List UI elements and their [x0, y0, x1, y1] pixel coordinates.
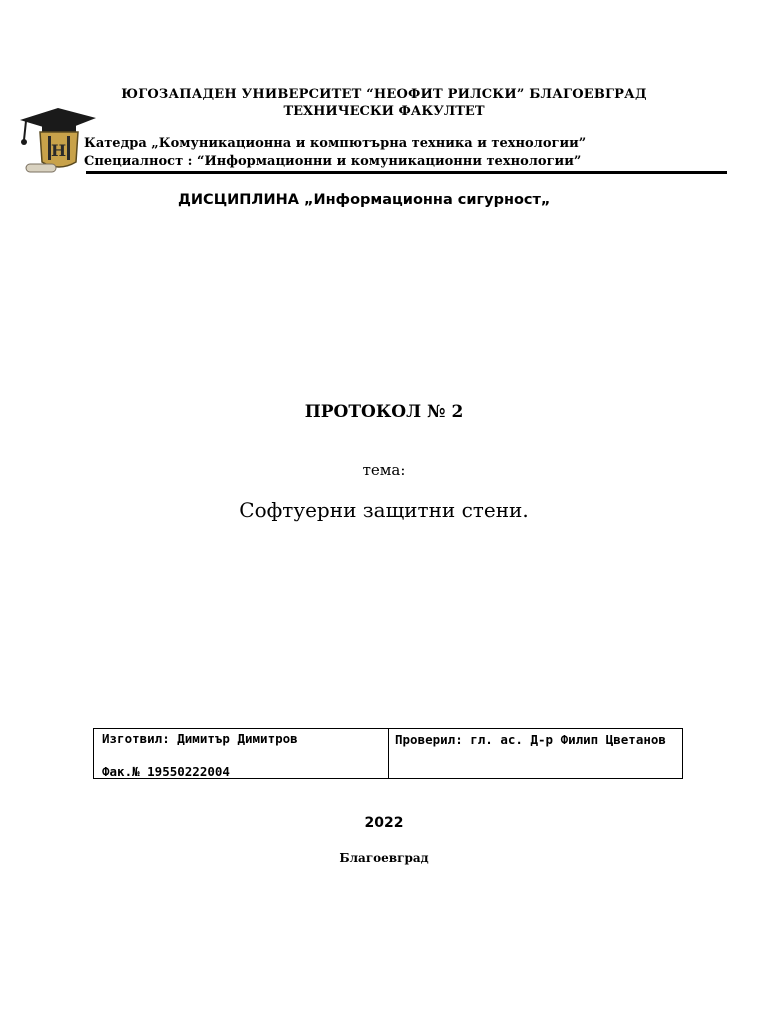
author-table	[93, 728, 683, 779]
department-name: Катедра „Комуникационна и компютърна техника и технологии”	[84, 136, 587, 151]
author-cell	[94, 729, 389, 778]
faculty-name: ТЕХНИЧЕСКИ ФАКУЛТЕТ	[283, 104, 485, 119]
discipline-title: ДИСЦИПЛИНА „Информационна сигурност„	[178, 192, 551, 208]
reviewer-cell	[389, 729, 682, 778]
protocol-title: ПРОТОКОЛ № 2	[304, 402, 464, 422]
svg-text:Н: Н	[51, 141, 67, 160]
city: Благоевград	[339, 851, 429, 865]
year: 2022	[364, 815, 404, 831]
faculty-number: Фак.№ 19550222004	[102, 764, 230, 779]
specialty-name: Специалност : “Информационни и комуникационни технологии”	[84, 154, 582, 169]
header-divider	[86, 171, 727, 174]
topic-label: тема:	[362, 461, 406, 479]
topic-title: Софтуерни защитни стени.	[239, 498, 529, 522]
prepared-by: Изготвил: Димитър Димитров	[102, 731, 298, 746]
university-name: ЮГОЗАПАДЕН УНИВЕРСИТЕТ “НЕОФИТ РИЛСКИ” БЛАГОЕВГРАД	[121, 87, 647, 102]
checked-by: Проверил: гл. ас. Д-р Филип Цветанов	[395, 732, 666, 747]
